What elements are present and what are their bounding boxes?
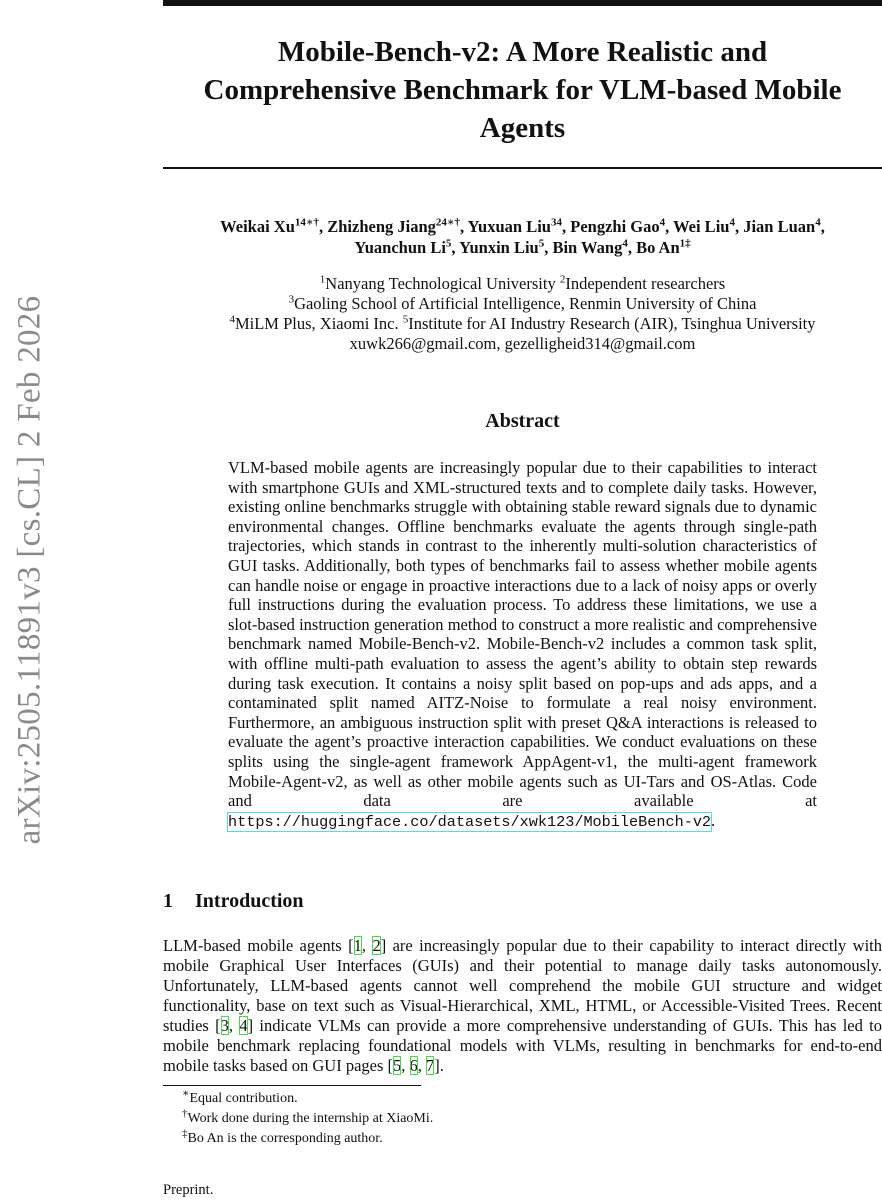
abstract-text: VLM-based mobile agents are increasingly popular due to their capabilities to interact with smartphone GUIs and XML-structured texts and to complete daily tasks. However, existing online benchmarks struggle with obtaining stable reward signals due to dynamic environmental changes. Offline benchmarks evaluate the agents through single-path trajectories, which stands in contrast to the inherently multi-solution characteristics of GUI tasks. Additionally, both types of benchmarks fail to assess whether mobile agents can handle noise or engage in proactive interactions due to a lack of noisy apps or overly full instructions during the evaluation process. To address these limitations, we use a slot-based instruction generation method to construct a more realistic and comprehensive benchmark named Mobile-Bench-v2. Mobile-Bench-v2 includes a common task split, with offline multi-path evaluation to assess the agent’s ability to obtain step rewards during task execution. It contains a noisy split based on pop-ups and ads apps, and a contaminated split named AITZ-Noise to formulate a real noisy environment. Furthermore, an ambiguous instruction split with preset Q&A interactions is released to evaluate the agent’s proactive interaction capabilities. We conduct evaluations on these splits using the single-agent framework AppAgent-v1, the multi-agent framework Mobile-Agent-v2, as well as other mobile agents such as UI-Tars and OS-Atlas. Code and data are available at [228,458,817,811]
footnote: †Work done during the internship at XiaoMi. [182,1107,434,1126]
affiliation-line: $^4$MiLM Plus, Xiaomi Inc. $^5$Institute for AI Industry Research (AIR), Tsinghua University [229,313,816,333]
introduction-paragraph: LLM-based mobile agents [1, 2] are increasingly popular due to their capability to interact directly with mobile Graphical User Interfaces (GUIs) and their potential to manage daily tasks autonomously. Unfortunately, LLM-based agents cannot well comprehend the mobile GUI structure and widget functionality, base on text such as Visual-Hierarchical, XML, HTML, or Accessible-Visited Trees. Recent studies [3, 4] indicate VLMs can provide a more comprehensive understanding of GUIs. This has led to mobile benchmark replacing foundational models with VLMs, resulting in benchmarks for end-to-end mobile tasks based on GUI pages [5, 6, 7]. [163,936,882,1075]
arxiv-sidebar [0,260,60,880]
citation-link[interactable]: 3 [220,1016,229,1035]
author: Weikai $Xu^{14∗\dagger}$ [220,216,319,236]
citation-link[interactable]: 6 [409,1056,418,1075]
section-number: 1 [163,890,173,912]
author: Wei Liu$^4$ [673,216,735,236]
author: Bo $An^{1\ddagger}$ [636,237,691,257]
author-list: Weikai $Xu^{14∗\dagger}$, Zhizheng Jiang$^{24∗\dagger}$, Yuxuan Liu$^{34}$, Pengzhi Gao$^4$, Wei Liu$^4$, Jian Luan$^4$, Yuanchun Li$^5$, Yunxin Liu$^5$, Bin Wang$^4$, Bo $An^{1\ddagger}$ [220,216,825,257]
author: Jian Luan$^4$ [743,216,821,236]
preprint-footer: Preprint. [163,1182,214,1198]
title-line: Comprehensive Benchmark for VLM-based Mobile [203,74,842,106]
abstract-body: VLM-based mobile agents are increasingly popular due to their capabilities to interact with smartphone GUIs and XML-structured texts and to complete daily tasks. However, existing online benchmarks struggle with obtaining stable reward signals due to dynamic environmental changes. Offline benchmarks evaluate the agents through single-path trajectories, which stands in contrast to the inherently multi-solution characteristics of GUI tasks. Additionally, both types of benchmarks fail to assess whether mobile agents can handle noise or engage in proactive interactions due to a lack of noisy apps or overly full instructions during the evaluation process. To address these limitations, we use a slot-based instruction generation method to construct a more realistic and comprehensive benchmark named Mobile-Bench-v2. Mobile-Bench-v2 includes a common task split, with offline multi-path evaluation to assess the agent’s ability to obtain step rewards during task execution. It contains a noisy split based on pop-ups and ads apps, and a contaminated split named AITZ-Noise to formulate a real noisy environment. Furthermore, an ambiguous instruction split with preset Q&A interactions is released to evaluate the agent’s proactive interaction capabilities. We conduct evaluations on these splits using the single-agent framework AppAgent-v1, the multi-agent framework Mobile-Agent-v2, as well as other mobile agents such as UI-Tars and OS-Atlas. Code and data are available at https://huggingface.co/datasets/xwk123/MobileBench-v2. [228,458,817,831]
footnote: ‡Bo An is the corresponding author. [182,1127,383,1146]
author: Yuanchun Li$^5$ [354,237,452,257]
citation-link[interactable]: 2 [372,936,381,955]
abstract-heading: Abstract [485,410,560,432]
affiliation-line: $^3$Gaoling School of Artificial Intelligence, Renmin University of China [288,293,757,313]
paper-title [163,33,882,147]
affiliations [163,274,882,354]
citation-link[interactable]: 7 [426,1056,435,1075]
author: Pengzhi Gao$^4$ [570,216,666,236]
author: Yuxuan Liu$^{34}$ [467,216,562,236]
author-emails: xuwk266@gmail.com, gezelligheid314@gmail.com [349,334,696,353]
citation-link[interactable]: 4 [239,1016,248,1035]
arxiv-identifier: arXiv:2505.11891v3 [cs.CL] 2 Feb 2026 [11,295,48,845]
dataset-link[interactable]: https://huggingface.co/datasets/xwk123/MobileBench-v2 [228,812,712,831]
citation-link[interactable]: 5 [393,1056,402,1075]
author: Bin Wang$^4$ [552,237,628,257]
author: Yunxin Liu$^5$ [459,237,545,257]
title-line: Agents [479,112,566,144]
footnotes [182,1089,433,1149]
author: Zhizheng Jiang$^{24∗\dagger}$ [327,216,461,236]
section-heading [163,890,304,913]
citation-link[interactable]: 1 [353,936,362,955]
section-title: Introduction [195,890,304,912]
footnote: ∗Equal contribution. [182,1087,298,1106]
title-line: Mobile-Bench-v2: A More Realistic and [277,36,768,68]
title-top-rule [163,0,882,6]
affiliation-line: $^1$Nanyang Technological University $^2$Independent researchers [319,273,726,293]
title-bottom-rule [163,167,882,169]
footnote-rule [163,1085,421,1086]
